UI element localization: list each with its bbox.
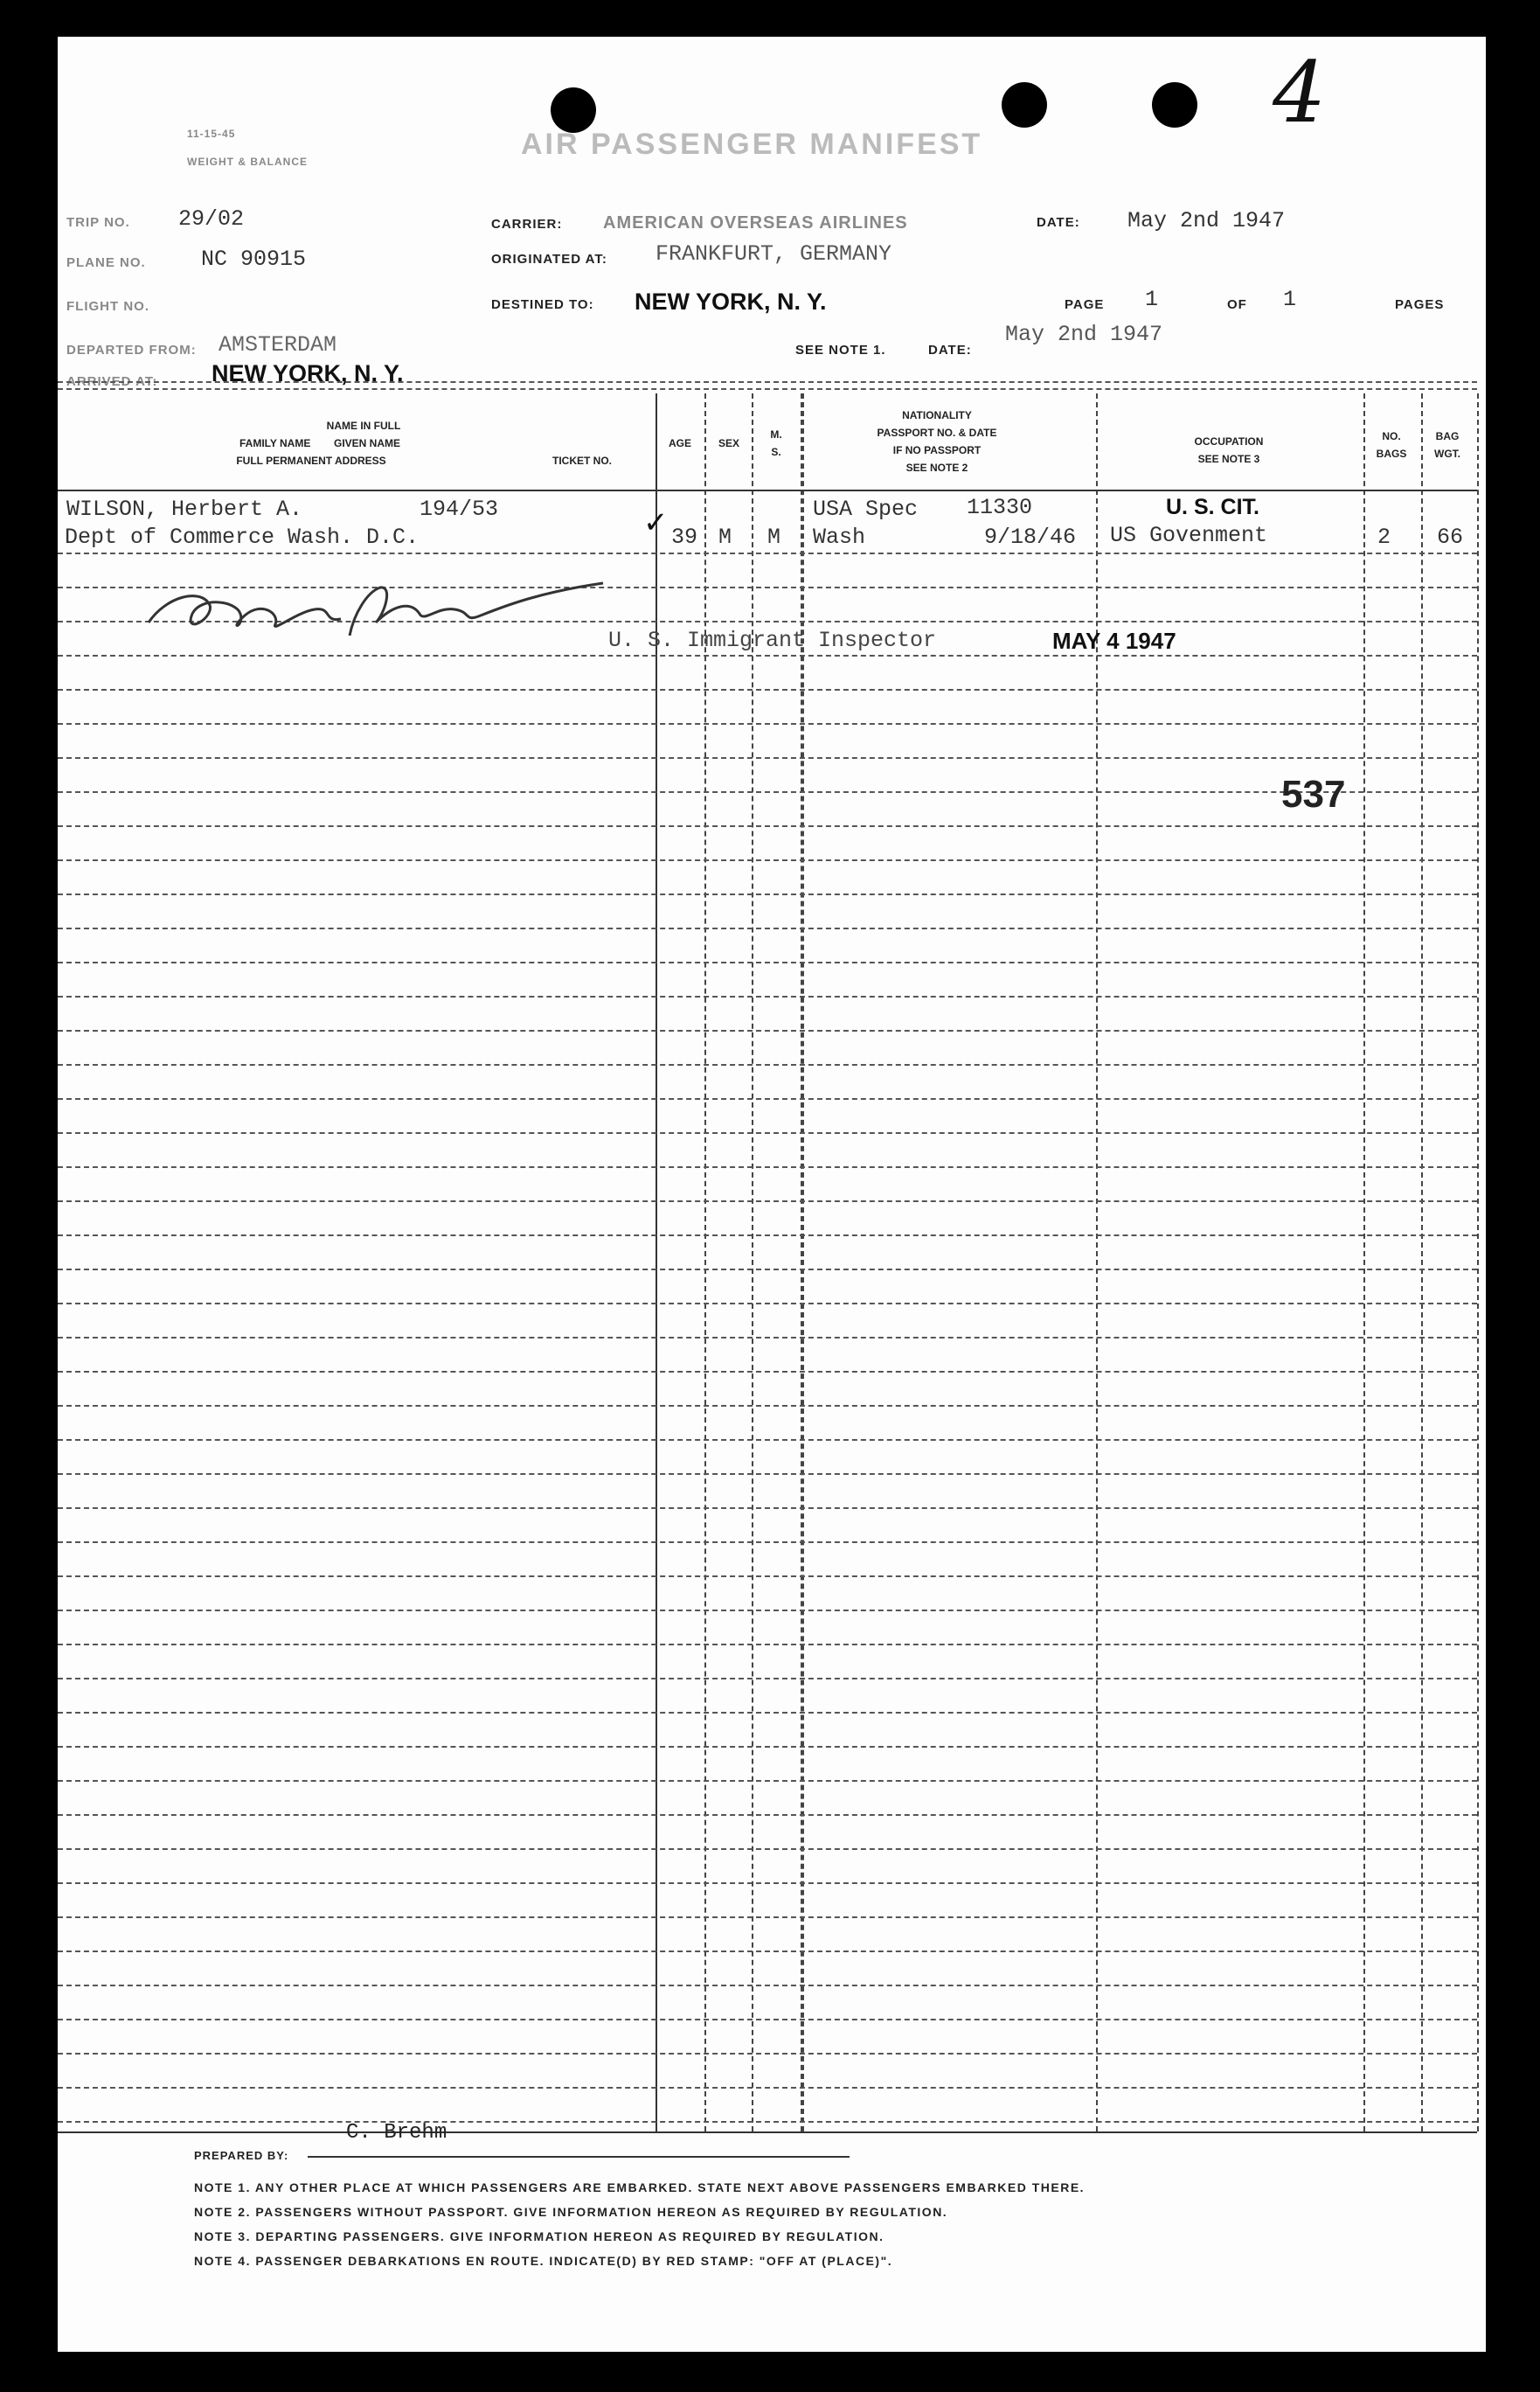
- trip-no-value: 29/02: [178, 206, 245, 232]
- table-row-line: [58, 1780, 1477, 1782]
- table-row-line: [58, 723, 1477, 725]
- weight-balance-label: WEIGHT & BALANCE: [187, 156, 308, 168]
- destined-to-label: DESTINED TO:: [491, 297, 594, 312]
- pages-label: PAGES: [1395, 297, 1445, 312]
- inspector-signature: [131, 561, 621, 657]
- table-row-line: [58, 1507, 1477, 1509]
- punch-hole-1: [551, 87, 596, 133]
- header-divider-1: [58, 381, 1477, 383]
- col-bags-head-1: NO.: [1382, 430, 1401, 442]
- col-name-head-1: NAME IN FULL: [326, 420, 401, 432]
- col-nat-head-3: IF NO PASSPORT: [892, 444, 982, 456]
- originated-at-value: FRANKFURT, GERMANY: [656, 241, 892, 267]
- prepared-by-label: PREPARED BY:: [194, 2149, 289, 2162]
- passenger-passport-place: Wash: [813, 525, 866, 550]
- table-row-line: [58, 1200, 1477, 1202]
- passenger-address: Dept of Commerce Wash. D.C.: [65, 525, 420, 550]
- table-row-line: [58, 996, 1477, 998]
- table-row-line: [58, 1030, 1477, 1032]
- originated-at-label: ORIGINATED AT:: [491, 252, 607, 267]
- table-row-line: [58, 689, 1477, 691]
- passenger-passport-no: 11330: [967, 495, 1033, 520]
- table-row-line: [58, 2019, 1477, 2020]
- table-row-line: [58, 928, 1477, 929]
- table-row-line: [58, 825, 1477, 827]
- table-row-line: [58, 1541, 1477, 1543]
- table-row-line: [58, 1610, 1477, 1611]
- table-row-line: [58, 1882, 1477, 1884]
- passenger-weight: 66: [1437, 525, 1464, 550]
- table-row-line: [58, 1950, 1477, 1952]
- arrived-at-label: ARRIVED AT:: [66, 374, 158, 389]
- form-title: AIR PASSENGER MANIFEST: [521, 128, 983, 161]
- punch-hole-3: [1152, 82, 1197, 128]
- stamp-number: 537: [1281, 773, 1346, 816]
- table-row-line: [58, 1814, 1477, 1816]
- passenger-status: U. S. CIT.: [1166, 495, 1259, 519]
- table-row-line: [58, 2053, 1477, 2055]
- date-value: May 2nd 1947: [1127, 208, 1286, 233]
- table-row-line: [58, 1575, 1477, 1577]
- table-row-line: [58, 1678, 1477, 1679]
- table-row-line: [58, 1234, 1477, 1236]
- table-row-line: [58, 1269, 1477, 1270]
- page-value: 1: [1145, 287, 1159, 312]
- date2-value: May 2nd 1947: [1005, 322, 1163, 347]
- col-ms-head-2: S.: [771, 446, 781, 458]
- table-row-line: [58, 1166, 1477, 1168]
- col-sex-head: SEX: [718, 437, 739, 449]
- col-ms-head-1: M.: [770, 428, 782, 441]
- date-label: DATE:: [1037, 215, 1080, 230]
- passenger-nationality: USA Spec: [813, 497, 919, 522]
- table-row-line: [58, 1371, 1477, 1373]
- departed-from-label: DEPARTED FROM:: [66, 343, 197, 358]
- col-nat-head-2: PASSPORT NO. & DATE: [877, 427, 997, 439]
- header-divider-2: [58, 388, 1477, 390]
- destined-to-value: NEW YORK, N. Y.: [635, 289, 827, 315]
- table-row-line: [58, 1303, 1477, 1304]
- plane-no-value: NC 90915: [201, 247, 307, 272]
- col-age-head: AGE: [668, 437, 691, 449]
- col-nat-head-1: NATIONALITY: [902, 409, 972, 421]
- col-nat-head-4: SEE NOTE 2: [905, 462, 968, 474]
- page-of-value: 1: [1283, 287, 1297, 312]
- page-of-label: OF: [1227, 297, 1247, 312]
- note-4: NOTE 4. PASSENGER DEBARKATIONS EN ROUTE. INDICATE(D) BY RED STAMP: "OFF AT (PLACE)".: [194, 2254, 893, 2268]
- col-wgt-head-1: BAG: [1435, 430, 1460, 442]
- date2-label: DATE:: [928, 343, 972, 358]
- prepared-by-value: C. Brehm: [346, 2121, 447, 2145]
- passenger-marital: M: [767, 525, 781, 550]
- inspector-title: U. S. Immigrant Inspector: [608, 628, 937, 653]
- col-name-head-2: FAMILY NAME GIVEN NAME: [239, 437, 401, 449]
- passenger-age: 39: [671, 525, 698, 550]
- col-ticket-head: TICKET NO.: [552, 455, 612, 467]
- table-row-line: [58, 1064, 1477, 1066]
- table-row-line: [58, 1405, 1477, 1407]
- prepared-by-line: [308, 2156, 850, 2158]
- table-row-line: [58, 1985, 1477, 1986]
- inspector-date-stamp: MAY 4 1947: [1052, 628, 1176, 654]
- table-row-line: [58, 553, 1477, 554]
- table-row-line: [58, 1848, 1477, 1850]
- arrived-at-value: NEW YORK, N. Y.: [212, 360, 404, 386]
- form-revision-date: 11-15-45: [187, 128, 236, 140]
- table-row-line: [58, 1439, 1477, 1441]
- table-row-line: [58, 1746, 1477, 1748]
- passenger-occupation: US Govenment: [1110, 523, 1268, 548]
- table-row-line: [58, 2087, 1477, 2089]
- table-row-line: [58, 1098, 1477, 1100]
- note-2: NOTE 2. PASSENGERS WITHOUT PASSPORT. GIVE INFORMATION HEREON AS REQUIRED BY REGULATION.: [194, 2205, 948, 2219]
- passenger-bags: 2: [1377, 525, 1391, 550]
- plane-no-label: PLANE NO.: [66, 255, 146, 270]
- page-label: PAGE: [1065, 297, 1105, 312]
- checkmark-icon: ✓: [643, 506, 669, 539]
- table-row-line: [58, 894, 1477, 895]
- table-row-line: [58, 1132, 1477, 1134]
- column-header-bottom: [58, 490, 1477, 491]
- handwritten-page-number: 4: [1273, 44, 1327, 142]
- col-occ-head-2: SEE NOTE 3: [1197, 453, 1260, 465]
- see-note-1: SEE NOTE 1.: [795, 343, 886, 358]
- table-row-line: [58, 791, 1477, 793]
- note-3: NOTE 3. DEPARTING PASSENGERS. GIVE INFORMATION HEREON AS REQUIRED BY REGULATION.: [194, 2229, 884, 2243]
- col-bags-head-2: BAGS: [1376, 448, 1407, 460]
- flight-no-label: FLIGHT NO.: [66, 299, 149, 314]
- table-row-line: [58, 1337, 1477, 1339]
- table-row-line: [58, 1712, 1477, 1714]
- passenger-name: WILSON, Herbert A.: [66, 497, 303, 522]
- carrier-value: AMERICAN OVERSEAS AIRLINES: [603, 213, 908, 233]
- departed-from-value: AMSTERDAM: [219, 332, 337, 358]
- col-divider-right: [1477, 393, 1479, 2131]
- table-row-line: [58, 1644, 1477, 1645]
- col-name-head-3: FULL PERMANENT ADDRESS: [236, 455, 386, 467]
- passenger-ticket: 194/53: [420, 497, 499, 522]
- passenger-sex: M: [718, 525, 732, 550]
- note-1: NOTE 1. ANY OTHER PLACE AT WHICH PASSENGERS ARE EMBARKED. STATE NEXT ABOVE PASSENGERS EMBARKED THERE.: [194, 2180, 1086, 2194]
- carrier-label: CARRIER:: [491, 217, 563, 232]
- manifest-page: [58, 37, 1486, 2352]
- col-wgt-head-2: WGT.: [1434, 448, 1460, 460]
- table-row-line: [58, 1473, 1477, 1475]
- table-row-line: [58, 757, 1477, 759]
- table-row-line: [58, 2121, 1477, 2123]
- table-row-line: [58, 962, 1477, 963]
- table-bottom-line: [58, 2131, 1477, 2133]
- table-row-line: [58, 1916, 1477, 1918]
- punch-hole-2: [1002, 82, 1047, 128]
- passenger-passport-date: 9/18/46: [984, 525, 1077, 550]
- col-occ-head-1: OCCUPATION: [1194, 435, 1264, 448]
- trip-no-label: TRIP NO.: [66, 215, 130, 230]
- table-row-line: [58, 859, 1477, 861]
